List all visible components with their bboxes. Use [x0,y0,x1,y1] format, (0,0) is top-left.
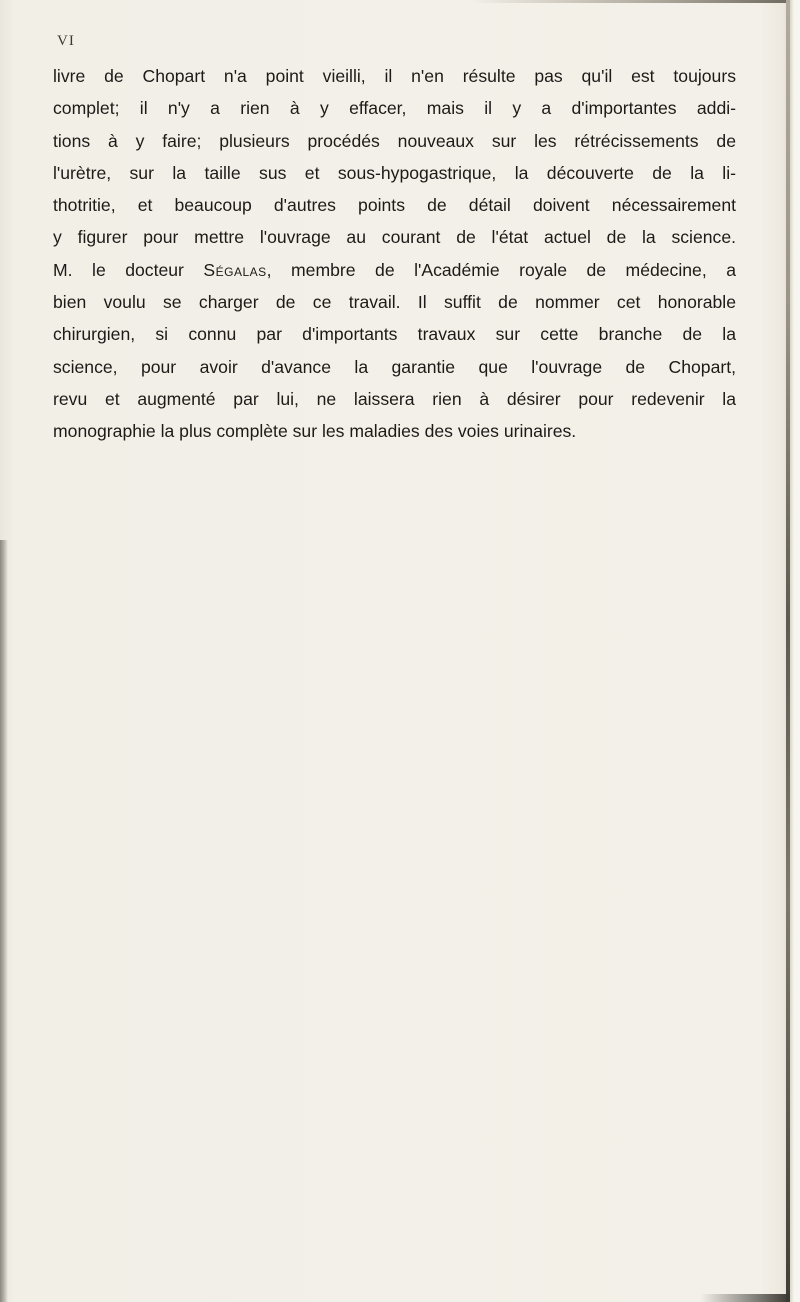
text-line: chirurgien, si connu par d'importants travaux sur cette branche de la [53,324,736,345]
text-line [53,254,736,286]
text-line: science, pour avoir d'avance la garantie que l'ouvrage de Chopart, [53,356,736,377]
text-line: livre de Chopart n'a point vieilli, il n'en résulte pas qu'il est toujours [53,66,736,86]
page-left-edge-shadow [0,540,8,1302]
text-line: bien voulu se charger de ce travail. Il suffit de nommer cet honorable [53,292,736,313]
page-number: VI [57,33,75,49]
text-line: l'urètre, sur la taille sus et sous-hypogastrique, la découverte de la li- [53,162,736,183]
text-line: complet; il n'y a rien à y effacer, mais il y a d'importantes addi- [53,98,736,119]
page-top-edge-shadow [470,0,790,3]
text-fragment: , membre de l'Académie royale de médecine, a [266,259,736,280]
text-line: y figurer pour mettre l'ouvrage au courant de l'état actuel de la science. [53,227,736,248]
text-line: monographie la plus complète sur les maladies des voies urinaires. [53,421,577,442]
page-bottom-corner-shadow [700,1294,790,1302]
author-name: Ségalas [203,259,267,280]
text-fragment: M. le docteur [53,259,204,280]
page-right-edge-shadow [786,0,790,1302]
text-line: tions à y faire; plusieurs procédés nouveaux sur les rétrécissements de [53,130,736,151]
body-paragraph [53,60,736,448]
text-line: revu et augmenté par lui, ne laissera rien à désirer pour redevenir la [53,388,736,409]
text-line: thotritie, et beaucoup d'autres points de détail doivent nécessairement [53,195,736,216]
